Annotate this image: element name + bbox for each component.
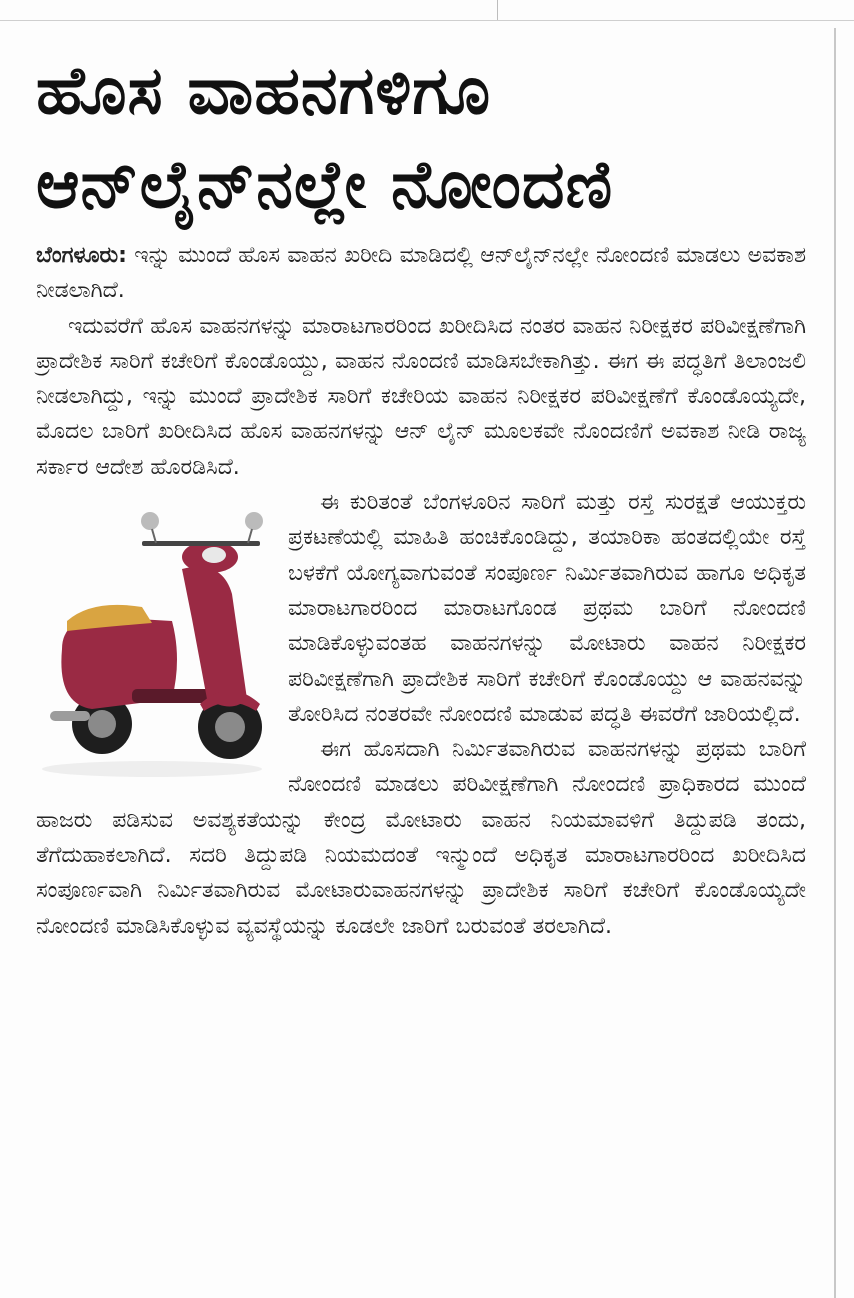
scooter-photo bbox=[32, 485, 272, 795]
paragraph-2 bbox=[36, 309, 806, 485]
article-body bbox=[36, 238, 806, 944]
floorboard bbox=[132, 689, 212, 703]
headline bbox=[36, 44, 806, 232]
article bbox=[36, 44, 806, 944]
front-apron bbox=[182, 567, 247, 707]
front-hub bbox=[215, 712, 245, 742]
left-mirror-stem bbox=[152, 529, 156, 543]
column-rule bbox=[834, 28, 836, 1298]
paragraph-3-text: ಈ ಕುರಿತಂತೆ ಬೆಂಗಳೂರಿನ ಸಾರಿಗೆ ಮತ್ತು ರಸ್ತೆ ಸುರಕ್ಷತೆ ಆಯುಕ್ತರು ಪ್ರಕಟಣೆಯಲ್ಲಿ ಮಾಹಿತಿ ಹಂಚಿಕೊಂಡಿದ್ದು, ತಯಾರಿಕಾ ಹಂತದಲ್ಲಿಯೇ ರಸ್ತೆ ಬಳಕೆಗೆ ಯೋಗ್ಯವಾಗುವಂತೆ ಸಂಪೂರ್ಣ ನಿರ್ಮಿತವಾಗಿರುವ ಹಾಗೂ ಅಧಿಕೃತ ಮಾರಾಟಗಾರರಿಂದ ಮಾರಾಟಗೊಂಡ ಪ್ರಥಮ ಬಾರಿಗೆ ನೋಂದಣಿ ಮಾಡಿಕೊಳ್ಳುವಂತಹ ವಾಹನಗಳನ್ನು ಮೋಟಾರು ವಾಹನ ನಿರೀಕ್ಷಕರ ಪರಿವೀಕ್ಷಣೆಗಾಗಿ ಪ್ರಾದೇಶಿಕ ಸಾರಿಗೆ ಕಚೇರಿಗೆ ಕೊಂಡೊಯ್ದು ಆ ವಾಹನವನ್ನು ತೋರಿಸಿದ ನಂತರವೇ ನೋಂದಣಿ ಮಾಡುವ ಪದ್ಧತಿ ಈವರೆಗೆ ಜಾರಿಯಲ್ಲಿದೆ. bbox=[288, 490, 806, 727]
paragraph-2-text: ಇದುವರೆಗೆ ಹೊಸ ವಾಹನಗಳನ್ನು ಮಾರಾಟಗಾರರಿಂದ ಖರೀದಿಸಿದ ನಂತರ ವಾಹನ ನಿರೀಕ್ಷಕರ ಪರಿವೀಕ್ಷಣೆಗಾಗಿ ಪ್ರಾದೇಶಿಕ ಸಾರಿಗೆ ಕಚೇರಿಗೆ ಕೊಂಡೊಯ್ದು, ವಾಹನ ನೊಂದಣಿ ಮಾಡಿಸಬೇಕಾಗಿತ್ತು. ಈಗ ಈ ಪದ್ಧತಿಗೆ ತಿಲಾಂಜಲಿ ನೀಡಲಾಗಿದ್ದು, ಇನ್ನು ಮುಂದೆ ಪ್ರಾದೇಶಿಕ ಸಾರಿಗೆ ಕಚೇರಿಯ ವಾಹನ ನಿರೀಕ್ಷಕರ ಪರಿವೀಕ್ಷಣೆಗೆ ಕೊಂಡೊಯ್ಯದೇ, ಮೊದಲ ಬಾರಿಗೆ ಖರೀದಿಸಿದ ಹೊಸ ವಾಹನಗಳನ್ನು ಆನ್ ಲೈನ್ ಮೂಲಕವೇ ನೊಂದಣಿಗೆ ಅವಕಾಶ ನೀಡಿ ರಾಜ್ಯ ಸರ್ಕಾರ ಆದೇಶ ಹೊರಡಿಸಿದೆ. bbox=[36, 313, 806, 480]
top-rule bbox=[0, 20, 854, 21]
headline-line-1: ಹೊಸ ವಾಹನಗಳಿಗೂ bbox=[36, 52, 492, 129]
scooter-illustration bbox=[32, 499, 272, 789]
headlamp bbox=[202, 547, 226, 563]
exhaust bbox=[50, 711, 90, 721]
lead-text: ಇನ್ನು ಮುಂದೆ ಹೊಸ ವಾಹನ ಖರೀದಿ ಮಾಡಿದಲ್ಲಿ ಆನ್‌ಲೈನ್‌ನಲ್ಲೇ ನೋಂದಣಿ ಮಾಡಲು ಅವಕಾಶ ನೀಡಲಾಗಿದೆ. bbox=[36, 243, 806, 304]
dateline: ಬೆಂಗಳೂರು: bbox=[36, 243, 127, 268]
left-mirror bbox=[141, 512, 159, 530]
headline-line-2: ಆನ್‌ಲೈನ್‌ನಲ್ಲೇ ನೋಂದಣಿ bbox=[36, 146, 614, 223]
right-mirror-stem bbox=[248, 529, 252, 543]
rear-hub bbox=[88, 710, 116, 738]
right-mirror bbox=[245, 512, 263, 530]
paragraph-4-text: ಈಗ ಹೊಸದಾಗಿ ನಿರ್ಮಿತವಾಗಿರುವ ವಾಹನಗಳನ್ನು ಪ್ರಥಮ ಬಾರಿಗೆ ನೋಂದಣಿ ಮಾಡಲು ಪರಿವೀಕ್ಷಣೆಗಾಗಿ ನೋಂದಣಿ ಪ್ರಾಧಿಕಾರದ ಮುಂದೆ ಹಾಜರು ಪಡಿಸುವ ಅವಶ್ಯಕತೆಯನ್ನು ಕೇಂದ್ರ ಮೋಟಾರು ವಾಹನ ನಿಯಮಾವಳಿಗೆ ತಿದ್ದುಪಡಿ ತಂದು, ತೆಗೆದುಹಾಕಲಾಗಿದೆ. ಸದರಿ ತಿದ್ದುಪಡಿ ನಿಯಮದಂತೆ ಇನ್ಮುಂದೆ ಅಧಿಕೃತ ಮಾರಾಟಗಾರರಿಂದ ಖರೀದಿಸಿದ ಸಂಪೂರ್ಣವಾಗಿ ನಿರ್ಮಿತವಾಗಿರುವ ಮೋಟಾರುವಾಹನಗಳನ್ನು ಪ್ರಾದೇಶಿಕ ಸಾರಿಗೆ ಕಚೇರಿಗೆ ಕೊಂಡೊಯ್ಯದೇ ನೋಂದಣಿ ಮಾಡಿಸಿಕೊಳ್ಳುವ ವ್ಯವಸ್ಥೆಯನ್ನು ಕೂಡಲೇ ಜಾರಿಗೆ ಬರುವಂತೆ ತರಲಾಗಿದೆ. bbox=[36, 737, 806, 939]
column-tick bbox=[497, 0, 498, 20]
lead-paragraph bbox=[36, 238, 806, 309]
handlebar bbox=[142, 541, 260, 546]
